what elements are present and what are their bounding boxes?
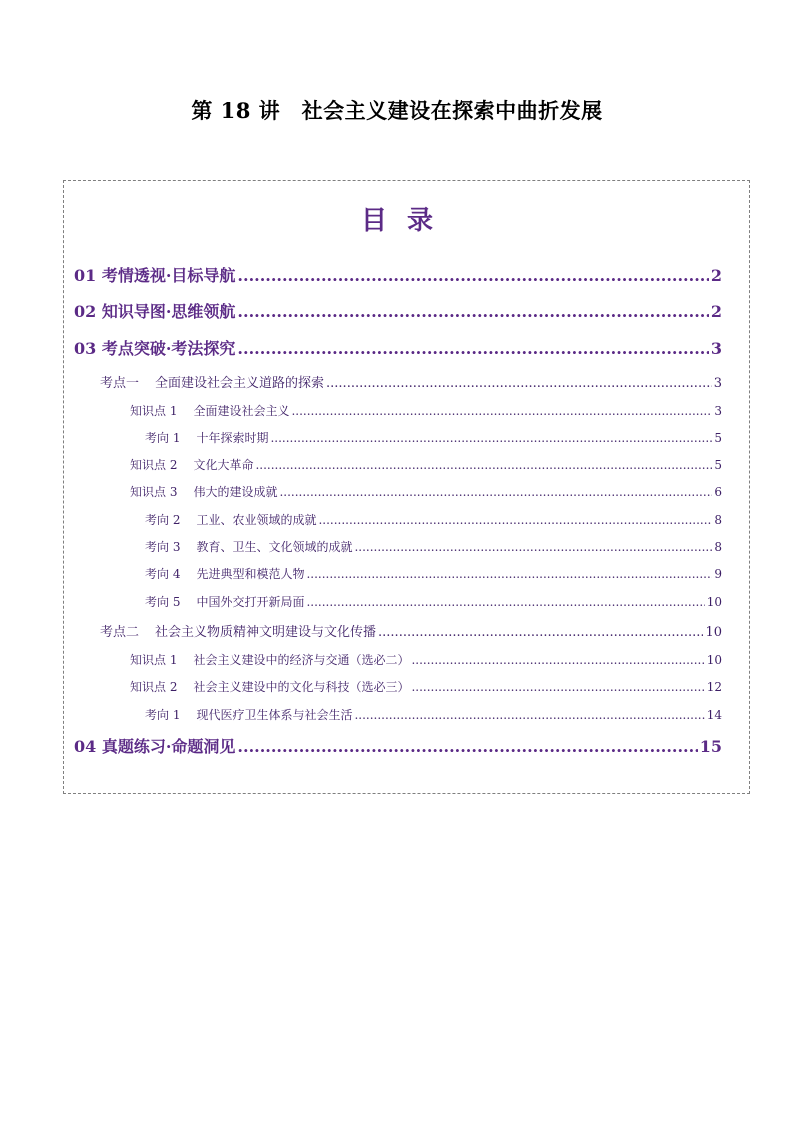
toc-entry-label: 工业、农业领域的成就 bbox=[196, 513, 317, 527]
toc-leader-dots bbox=[326, 376, 712, 391]
toc-leader-dots bbox=[378, 625, 703, 640]
toc-leader-dots bbox=[279, 485, 712, 499]
toc-entry-label: 01 考情透视·目标导航 bbox=[74, 266, 236, 285]
toc-entry-label: 伟大的建设成就 bbox=[193, 485, 278, 499]
toc-entry-zhishidian-2b[interactable] bbox=[130, 678, 722, 695]
toc-leader-dots bbox=[411, 653, 704, 667]
toc-entry-label: 全面建设社会主义道路的探索 bbox=[155, 376, 325, 391]
toc-entry-page: 10 bbox=[705, 625, 722, 640]
toc-entry-label: 03 考点突破·考法探究 bbox=[74, 339, 236, 358]
toc-entry-03[interactable] bbox=[74, 336, 722, 359]
toc-entry-kaoxiang-5[interactable] bbox=[145, 593, 722, 610]
toc-entry-zhishidian-3[interactable] bbox=[130, 483, 722, 500]
toc-entry-label: 社会主义建设中的经济与交通（选必二） bbox=[193, 653, 410, 667]
toc-entry-prefix: 考向 1 bbox=[145, 431, 181, 445]
toc-leader-dots bbox=[237, 737, 697, 756]
toc-entry-label: 文化大革命 bbox=[193, 458, 254, 472]
toc-entry-page: 6 bbox=[714, 485, 722, 499]
toc-leader-dots bbox=[237, 302, 708, 321]
toc-entry-prefix: 知识点 2 bbox=[130, 458, 178, 472]
toc-entry-kaoxiang-3[interactable] bbox=[145, 538, 722, 555]
toc-entry-page: 3 bbox=[713, 376, 722, 391]
toc-entry-prefix: 考向 5 bbox=[145, 595, 181, 609]
toc-entry-02[interactable] bbox=[74, 299, 722, 322]
toc-entry-prefix: 考向 2 bbox=[145, 513, 181, 527]
toc-heading: 目录 bbox=[360, 206, 453, 236]
toc-entry-label: 社会主义建设中的文化与科技（选必三） bbox=[193, 680, 410, 694]
toc-entry-prefix: 考点一 bbox=[100, 376, 140, 391]
toc-entry-page: 10 bbox=[706, 653, 722, 667]
toc-entry-label: 社会主义物质精神文明建设与文化传播 bbox=[155, 625, 377, 640]
toc-leader-dots bbox=[306, 567, 712, 581]
toc-entry-zhishidian-2[interactable] bbox=[130, 456, 722, 473]
toc-entry-label: 现代医疗卫生体系与社会生活 bbox=[196, 708, 353, 722]
toc-entry-zhishidian-1b[interactable] bbox=[130, 651, 722, 668]
toc-entry-label: 教育、卫生、文化领域的成就 bbox=[196, 540, 353, 554]
toc-entry-page: 5 bbox=[714, 431, 722, 445]
toc-leader-dots bbox=[237, 339, 708, 358]
document-title: 第 18 讲 社会主义建设在探索中曲折发展 bbox=[191, 98, 603, 123]
toc-entry-page: 5 bbox=[714, 458, 722, 472]
toc-entry-label: 中国外交打开新局面 bbox=[196, 595, 305, 609]
toc-entry-prefix: 知识点 3 bbox=[130, 485, 178, 499]
toc-entry-kaodian-2[interactable] bbox=[100, 621, 722, 640]
toc-entry-page: 10 bbox=[706, 595, 722, 609]
toc-entry-page: 3 bbox=[714, 404, 722, 418]
toc-entry-kaoxiang-1[interactable] bbox=[145, 429, 722, 446]
toc-entry-prefix: 考点二 bbox=[100, 625, 140, 640]
toc-leader-dots bbox=[354, 708, 704, 722]
toc-entry-label: 全面建设社会主义 bbox=[193, 404, 290, 418]
toc-entry-page: 8 bbox=[714, 540, 722, 554]
toc-entry-page: 2 bbox=[710, 266, 722, 285]
toc-entry-prefix: 考向 4 bbox=[145, 567, 181, 581]
toc-leader-dots bbox=[291, 404, 712, 418]
toc-leader-dots bbox=[354, 540, 712, 554]
toc-entry-label: 先进典型和模范人物 bbox=[196, 567, 305, 581]
toc-entry-label: 04 真题练习·命题洞见 bbox=[74, 737, 236, 756]
toc-entry-page: 14 bbox=[706, 708, 722, 722]
toc-entry-prefix: 考向 1 bbox=[145, 708, 181, 722]
toc-leader-dots bbox=[270, 431, 712, 445]
toc-entry-page: 8 bbox=[714, 513, 722, 527]
toc-entry-kaoxiang-4[interactable] bbox=[145, 565, 722, 582]
toc-entry-kaodian-1[interactable] bbox=[100, 372, 722, 391]
toc-entry-page: 2 bbox=[710, 302, 722, 321]
toc-entry-prefix: 知识点 1 bbox=[130, 404, 178, 418]
toc-entry-04[interactable] bbox=[74, 734, 722, 757]
toc-entry-01[interactable] bbox=[74, 263, 722, 286]
toc-entry-zhishidian-1[interactable] bbox=[130, 402, 722, 419]
toc-leader-dots bbox=[237, 266, 708, 285]
toc-entry-page: 12 bbox=[706, 680, 722, 694]
toc-leader-dots bbox=[318, 513, 712, 527]
toc-entry-prefix: 知识点 1 bbox=[130, 653, 178, 667]
toc-leader-dots bbox=[255, 458, 712, 472]
toc-entry-prefix: 考向 3 bbox=[145, 540, 181, 554]
toc-entry-page: 3 bbox=[710, 339, 722, 358]
toc-entry-label: 十年探索时期 bbox=[196, 431, 269, 445]
toc-entry-kaoxiang-2[interactable] bbox=[145, 511, 722, 528]
toc-entry-page: 15 bbox=[699, 737, 722, 756]
toc-entry-page: 9 bbox=[714, 567, 722, 581]
toc-entry-prefix: 知识点 2 bbox=[130, 680, 178, 694]
toc-entry-kaoxiang-1b[interactable] bbox=[145, 706, 722, 723]
toc-entry-label: 02 知识导图·思维领航 bbox=[74, 302, 236, 321]
toc-leader-dots bbox=[306, 595, 704, 609]
toc-leader-dots bbox=[411, 680, 704, 694]
